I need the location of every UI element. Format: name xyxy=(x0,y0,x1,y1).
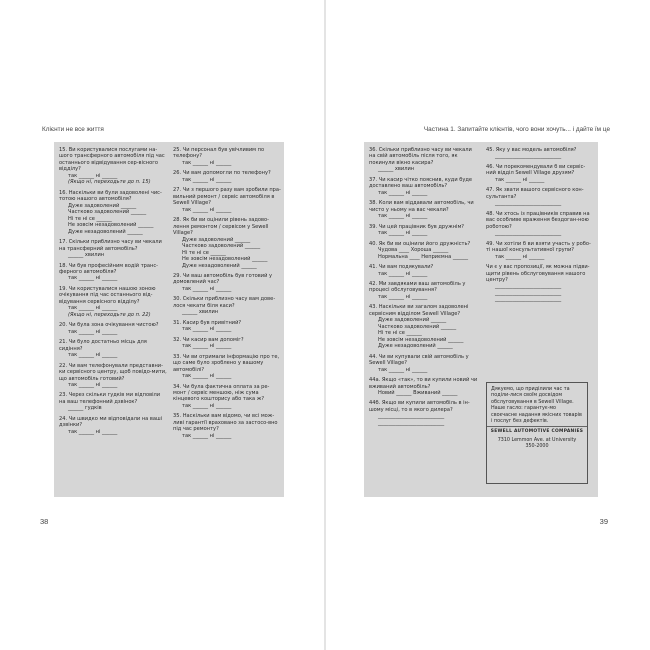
question-text: 17. Скільки приблизно часу ви чекали на трансферний автомобіль? xyxy=(59,239,162,252)
answer-option[interactable]: Дуже незадоволений ______ xyxy=(182,262,257,269)
question-column xyxy=(59,147,167,439)
left-page xyxy=(0,0,324,650)
answer-option[interactable]: Дуже задоволений ______ xyxy=(182,236,251,243)
answer-option[interactable]: так ______ ні ______ xyxy=(68,305,118,312)
survey-question xyxy=(173,147,281,166)
survey-question xyxy=(369,224,479,237)
answer-option[interactable]: Новий ______ Вживаний ______ xyxy=(378,390,458,396)
survey-question xyxy=(369,304,479,349)
answer-option[interactable]: Не зовсім незадоволений ______ xyxy=(182,256,268,263)
survey-question xyxy=(59,263,167,282)
address-line: 7310 Lemmon Ave. at University xyxy=(497,438,577,443)
question-text: 29. Чи ваш автомобіль був готовий у домовлений час? xyxy=(173,272,273,286)
answer-option[interactable]: __________________________ xyxy=(378,413,445,420)
survey-question xyxy=(369,200,479,219)
answer-option[interactable]: так ______ ні ______ xyxy=(182,343,232,350)
survey-question xyxy=(486,241,594,260)
survey-question xyxy=(369,264,479,277)
answer-option[interactable]: Не зовсім незадоволений ______ xyxy=(68,222,154,229)
question-text: 21. Чи було достатньо місць для сидіння? xyxy=(59,339,147,352)
survey-question xyxy=(59,339,167,358)
survey-question xyxy=(486,264,594,303)
answer-option[interactable]: Дуже незадоволений ______ xyxy=(68,228,143,235)
question-text: 45. Яку у вас модель автомобіля? xyxy=(486,147,577,153)
survey-question xyxy=(369,377,479,396)
answer-option[interactable]: ______ хвилин xyxy=(182,309,219,316)
survey-question xyxy=(486,211,594,237)
phone-line: 350-2000 xyxy=(525,444,549,450)
answer-option[interactable]: так ______ ні ______ xyxy=(68,328,118,335)
question-text: 27. Чи з першого разу вам зробили пра-вильний ремонт / сервіс автомобіля в Sewell Village? xyxy=(173,187,281,207)
answer-option[interactable]: так ______ ні ______ xyxy=(378,293,428,300)
question-text: 37. Чи касир чітко пояснив, куди буде доставлено ваш автомобіль? xyxy=(369,176,473,190)
skip-note: (Якщо ні, переходьте до п. 22) xyxy=(68,311,151,318)
answer-option[interactable]: ______ хвилин xyxy=(68,252,105,259)
thank-you-text: Дякуємо, що приділили час та поділи-лися своїм досвідом обслуговування в Sewell Village. Наше гасло: гарантує-мо своєчасне надання якісних товарів і послуг без дефектів. xyxy=(491,386,582,424)
question-text: 15. Ви користувалися послугами на-шого трансферного автомобіля під час останнього відвідування сер-вісного відділу? xyxy=(59,147,165,173)
answer-option[interactable]: __________________________ xyxy=(495,200,562,207)
company-address xyxy=(487,438,587,451)
answer-option[interactable]: так ______ ні ______ xyxy=(495,253,545,260)
survey-question xyxy=(59,363,167,389)
survey-question xyxy=(369,400,479,426)
question-text: 40. Як би ви оцінили його дружність? xyxy=(369,240,471,247)
survey-question xyxy=(173,170,281,183)
survey-question xyxy=(369,354,479,373)
question-text: 43. Наскільки ви загалом задоволені сервісним відділом Sewell Village? xyxy=(369,304,469,317)
answer-option[interactable]: ______ гудків xyxy=(68,405,102,412)
company-name: SEWELL AUTOMOTIVE COMPANIES xyxy=(490,429,584,434)
survey-question xyxy=(369,177,479,196)
thank-you-card xyxy=(486,382,588,484)
answer-option[interactable]: Дуже задоволений ______ xyxy=(68,202,137,209)
answer-option[interactable]: __________________________ xyxy=(495,289,562,296)
survey-question xyxy=(486,164,594,183)
question-text: Чи є у вас пропозиції, як можна підви-щити рівень обслуговування нашого центру? xyxy=(486,264,590,283)
answer-option[interactable]: так ______ ні ______ xyxy=(495,176,545,183)
survey-question xyxy=(59,190,167,235)
answer-option[interactable]: Нормальна ____ Неприємна ______ xyxy=(378,253,469,260)
answer-option[interactable]: так ______ ні ______ xyxy=(378,230,428,237)
answer-option[interactable]: Дуже задоволений ______ xyxy=(378,317,447,324)
question-text: 39. Чи цей працівник був дружнім? xyxy=(369,223,465,230)
question-text: 31. Касир був привітний? xyxy=(173,319,242,326)
running-header: Частина 1. Запитайте клієнтів, чого вони хочуть... і дайте їм це xyxy=(423,126,610,133)
question-text: 28. Як би ви оцінили рівень задово-лення ремонтом / сервісом у Sewell Village? xyxy=(173,217,269,237)
survey-question xyxy=(173,273,281,292)
survey-question xyxy=(59,286,167,318)
answer-option[interactable]: так ______ ні ______ xyxy=(182,432,232,439)
answer-option[interactable]: Частково задоволений ______ xyxy=(182,243,261,250)
right-page xyxy=(326,0,650,650)
answer-option[interactable]: __________________________ xyxy=(495,230,562,237)
question-text: 41. Чи вам подякували? xyxy=(369,264,434,271)
answer-option[interactable]: так ______ ні ______ xyxy=(182,402,232,409)
question-text: 22. Чи вам телефонували представни-ки сервісного центру, щоб повідо-мити, що автомобіль готовий? xyxy=(59,362,167,382)
answer-option[interactable]: так ______ ні ______ xyxy=(68,275,118,282)
answer-option[interactable]: так ______ ні ______ xyxy=(378,270,428,277)
question-column xyxy=(369,147,479,430)
survey-question xyxy=(59,239,167,258)
survey-question xyxy=(173,296,281,315)
running-header: Клієнти не все життя xyxy=(42,126,104,133)
question-text: 23. Через скільки гудків ми відповіли на ваш телефонний дзвінок? xyxy=(59,392,161,405)
survey-question xyxy=(173,337,281,350)
survey-question xyxy=(369,147,479,173)
question-text: 19. Чи користувалися нашою зоною очікування під час останнього від-відування сервісного відділу? xyxy=(59,285,156,305)
answer-option[interactable]: так ______ ні ______ xyxy=(182,373,232,380)
question-text: 48. Чи хтось із працівників справив на вас особливе враження бездоган-ною роботою? xyxy=(486,210,590,230)
divider xyxy=(487,426,587,427)
question-text: 20. Чи була зона очікування чистою? xyxy=(59,322,159,329)
question-text: 44. Чи ви купували свій автомобіль у Sewell Village? xyxy=(369,353,469,367)
question-text: 33. Чи ви отримали інформацію про те, що саме було зроблено у вашому автомобілі? xyxy=(173,353,280,373)
survey-question xyxy=(173,217,281,269)
question-column xyxy=(173,147,281,443)
answer-option[interactable]: Чудова ____ Хороша ______ xyxy=(378,247,449,254)
answer-option[interactable]: Ні те ні се ______ xyxy=(182,249,226,256)
answer-option[interactable]: так ______ ні ______ xyxy=(378,366,428,373)
questionnaire-panel xyxy=(54,142,284,497)
page-number: 38 xyxy=(40,517,49,526)
page-number: 39 xyxy=(599,517,608,526)
question-column xyxy=(486,147,594,307)
question-text: 35. Наскільки вам відомо, чи всі мож-ливі гарантії враховано за застосо-вно під час ремонту? xyxy=(173,413,278,433)
answer-option[interactable]: так ______ ні ______ xyxy=(182,326,232,333)
question-text: 26. Чи вам допомогли по телефону? xyxy=(173,170,271,177)
survey-question xyxy=(173,413,281,439)
question-text: 18. Чи був професійним водій транс-ферного автомобіля? xyxy=(59,262,158,275)
survey-question xyxy=(369,281,479,300)
answer-option[interactable]: __________________________ xyxy=(495,153,562,160)
answer-option[interactable]: Частково задоволений ______ xyxy=(68,209,147,216)
skip-note: (Якщо ні, переходьте до п. 15) xyxy=(68,179,151,186)
answer-option[interactable]: так ______ ні ______ xyxy=(378,213,428,220)
survey-question xyxy=(59,322,167,335)
question-text: 36. Скільки приблизно часу ви чекали на свій автомобіль після того, як покинули вікно касира? xyxy=(369,147,472,166)
survey-question xyxy=(59,147,167,186)
answer-option[interactable]: так ______ ні ______ xyxy=(378,189,428,196)
question-text: 49. Чи хотіли б ви взяти участь у робо-ті нашої консультативної групи? xyxy=(486,240,591,254)
question-text: 16. Наскільки ви були задоволені чис-тотою нашого автомобіля? xyxy=(59,189,162,203)
question-text: 44б. Якщо ви купили автомобіль в ін-шому місці, то в якого дилера? xyxy=(369,400,470,413)
question-text: 46. Чи порекомендували б ви сервіс-ний відділ Sewell Village друзям? xyxy=(486,163,586,177)
question-text: 44а. Якщо «так», то ви купили новий чи вживаний автомобіль? xyxy=(369,377,478,390)
question-text: 30. Скільки приблизно часу вам дове-лося чекати біля каси? xyxy=(173,296,276,309)
question-text: 38. Коли вам віддавали автомобіль, чи чисто у ньому на вас чекали? xyxy=(369,200,474,213)
answer-option[interactable]: так ______ ні ______ xyxy=(182,159,232,166)
survey-question xyxy=(173,187,281,213)
answer-option[interactable]: так ______ ні ______ xyxy=(68,352,118,359)
question-text: 25. Чи персонал був увічливим по телефону? xyxy=(173,147,265,160)
answer-option[interactable]: так ______ ні ______ xyxy=(182,285,232,292)
question-text: 47. Як звати вашого сервісного кон-сультанта? xyxy=(486,187,584,200)
questionnaire-panel xyxy=(364,142,598,497)
question-text: 34. Чи була фактична оплата за ре-монт / сервіс меншою, ніж сума кінцевого кошторису або така ж? xyxy=(173,383,270,403)
survey-question xyxy=(59,416,167,435)
survey-question xyxy=(59,392,167,411)
answer-option[interactable]: ______ хвилин xyxy=(378,166,415,173)
answer-option[interactable]: Не зовсім незадоволений ______ xyxy=(378,336,464,343)
question-text: 42. Ми завдяками ваш автомобіль у процесі обслуговування? xyxy=(369,280,466,294)
answer-option[interactable]: __________________________ xyxy=(378,419,445,426)
survey-question xyxy=(173,354,281,380)
answer-option[interactable]: Частково задоволений ______ xyxy=(378,323,457,330)
answer-option[interactable]: Ні те ні се ______ xyxy=(378,330,422,337)
question-text: 32. Чи касир вам допоміг? xyxy=(173,336,244,343)
answer-option[interactable]: так ______ ні ______ xyxy=(68,172,118,179)
answer-option[interactable]: так ______ ні ______ xyxy=(182,176,232,183)
survey-question xyxy=(486,187,594,206)
answer-option[interactable]: так ______ ні ______ xyxy=(68,382,118,388)
survey-question xyxy=(173,320,281,333)
answer-option[interactable]: __________________________ xyxy=(495,283,562,290)
survey-question xyxy=(173,384,281,410)
answer-option[interactable]: так ______ ні ______ xyxy=(68,428,118,435)
answer-option[interactable]: __________________________ xyxy=(495,296,562,303)
answer-option[interactable]: Дуже незадоволений ______ xyxy=(378,343,453,350)
answer-option[interactable]: Ні те ні се ______ xyxy=(68,215,112,222)
survey-question xyxy=(369,241,479,260)
survey-question xyxy=(486,147,594,160)
answer-option[interactable]: так ______ ні ______ xyxy=(182,206,232,213)
question-text: 24. Чи швидко ми відповідали на ваші дзвінки? xyxy=(59,415,163,429)
